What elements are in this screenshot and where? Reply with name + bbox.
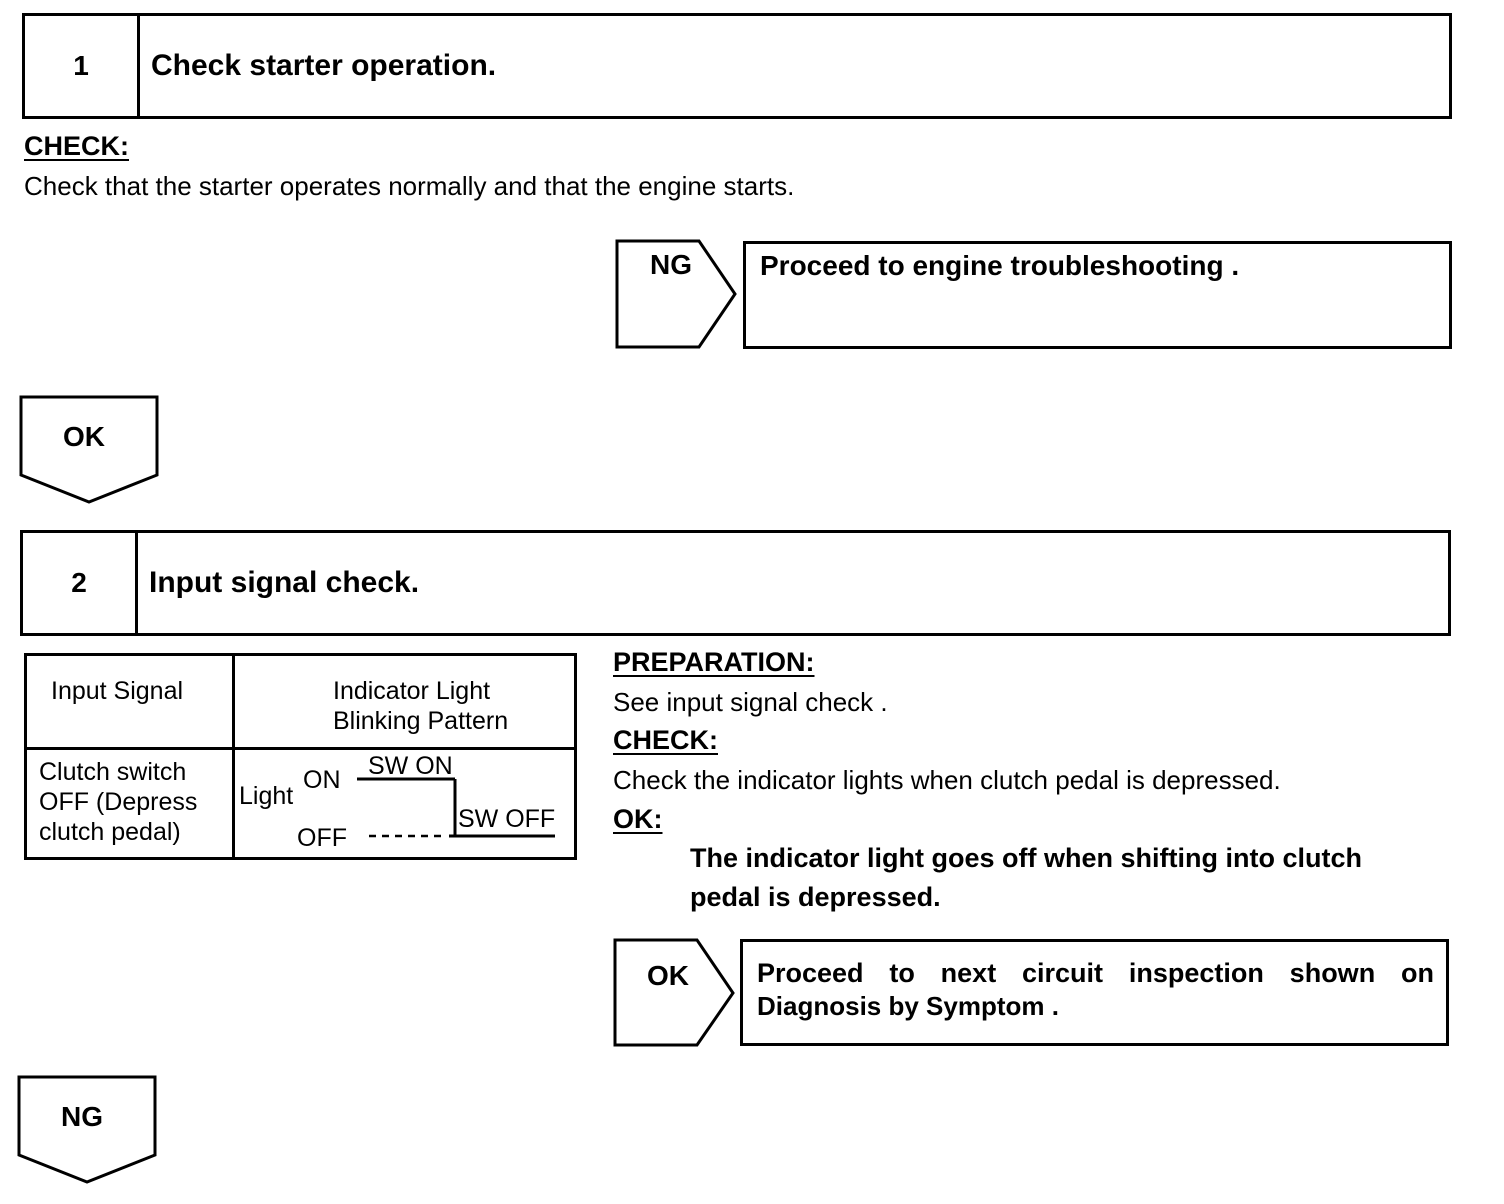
table-header-pattern-line1: Indicator Light <box>333 677 491 705</box>
table-row-input-line1: Clutch switch <box>39 758 187 786</box>
step-2-ok-heading: OK: <box>613 804 663 834</box>
step-1-title: Check starter operation. <box>151 49 497 82</box>
waveform-light-label: Light <box>239 782 294 810</box>
table-header-pattern-line2: Blinking Pattern <box>333 707 509 735</box>
table-row-input-line2: OFF (Depress <box>39 788 198 816</box>
step-1-ng-label: NG <box>650 249 692 280</box>
step-2-check-heading: CHECK: <box>613 725 718 755</box>
input-signal-table <box>24 653 577 860</box>
waveform-off-label: OFF <box>297 824 347 852</box>
table-row-input-line3: clutch pedal) <box>39 818 181 846</box>
step-2-check-text: Check the indicator lights when clutch pedal is depressed. <box>613 765 1281 795</box>
step-2-preparation-text: See input signal check . <box>613 687 888 717</box>
waveform-sw-on-label: SW ON <box>368 752 453 780</box>
step-1-ng-result-box <box>743 241 1452 349</box>
step-2-ok-text-line2: pedal is depressed. <box>690 882 941 912</box>
step-2-ok-result-line2: Diagnosis by Symptom . <box>757 991 1059 1021</box>
step-2-ok-result-box <box>740 939 1449 1046</box>
step-1-check-heading: CHECK: <box>24 131 129 161</box>
waveform-sw-off-label: SW OFF <box>458 805 556 833</box>
step-2-number: 2 <box>23 533 138 633</box>
step-2-title: Input signal check. <box>149 566 420 599</box>
step-2-ok-text-line1: The indicator light goes off when shifting into clutch <box>690 843 1362 873</box>
waveform-on-label: ON <box>303 766 341 794</box>
step-1-ok-label: OK <box>63 421 105 452</box>
step-1-header <box>22 13 1452 119</box>
step-2-ok-label: OK <box>647 960 689 991</box>
step-1-number: 1 <box>25 16 140 116</box>
step-2-ok-arrow-tag <box>613 938 737 1048</box>
step-2-ng-label: NG <box>61 1101 103 1132</box>
step-1-check-text: Check that the starter operates normally and that the engine starts. <box>24 171 795 201</box>
step-2-ok-result-line1: Proceed to next circuit inspection shown on <box>757 958 1434 988</box>
step-2-header <box>20 530 1451 636</box>
table-header-input-signal: Input Signal <box>51 677 184 705</box>
step-2-preparation-heading: PREPARATION: <box>613 647 815 677</box>
step-1-ng-result-text: Proceed to engine troubleshooting . <box>760 250 1240 281</box>
blinking-pattern-waveform <box>235 750 574 860</box>
